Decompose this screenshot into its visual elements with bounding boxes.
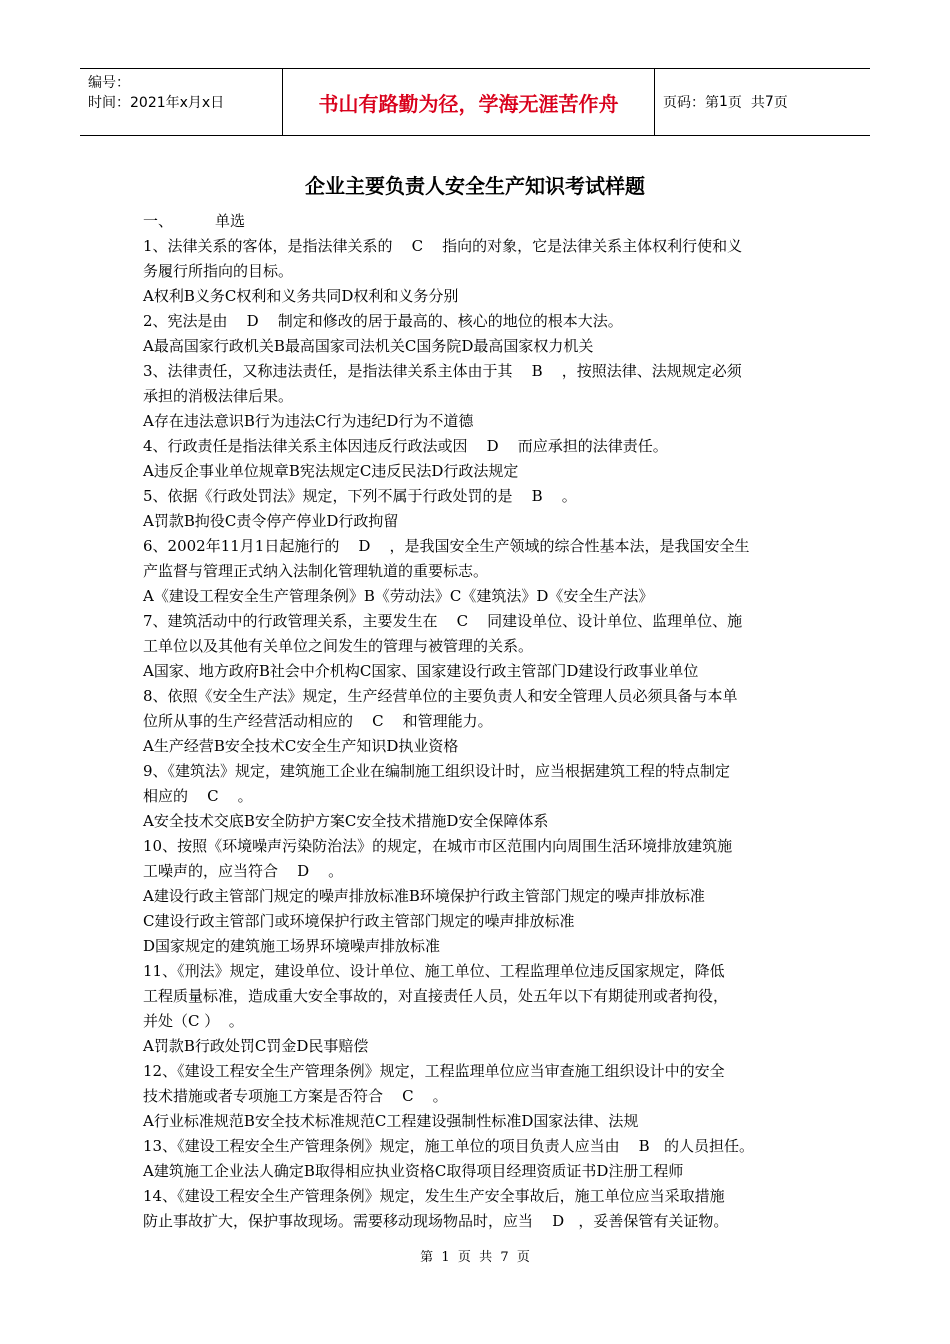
text-line: A罚款B行政处罚C罚金D民事赔偿 xyxy=(143,1037,369,1055)
text-line: 3、法律责任，又称违法责任，是指法律关系主体由于其 B ，按照法律、法规规定必须 xyxy=(143,362,742,380)
section-number: 一、 xyxy=(143,212,174,230)
text-line: A最高国家行政机关B最高国家司法机关C国务院D最高国家权力机关 xyxy=(143,337,594,355)
text-line: 8、依照《安全生产法》规定，生产经营单位的主要负责人和安全管理人员必须具备与本单 xyxy=(143,687,738,705)
text-line: 承担的消极法律后果。 xyxy=(143,387,294,405)
text-line: C建设行政主管部门或环境保护行政主管部门规定的噪声排放标准 xyxy=(143,912,575,930)
text-line: 5、依据《行政处罚法》规定，下列不属于行政处罚的是 B 。 xyxy=(143,487,577,505)
text-line: 工程质量标准，造成重大安全事故的，对直接责任人员，处五年以下有期徒刑或者拘役， xyxy=(143,987,729,1005)
section-heading xyxy=(143,209,811,234)
text-line: 工单位以及其他有关单位之间发生的管理与被管理的关系。 xyxy=(143,637,534,655)
text-line: 14、《建设工程安全生产管理条例》规定，发生生产安全事故后，施工单位应当采取措施 xyxy=(143,1187,725,1205)
page-prefix: 页码：第 xyxy=(663,95,719,111)
text-line: 11、《刑法》规定，建设单位、设计单位、施工单位、工程监理单位违反国家规定，降低 xyxy=(143,962,725,980)
text-line: A存在违法意识B行为违法C行为违纪D行为不道德 xyxy=(143,412,474,430)
page-total: 7 xyxy=(764,94,774,110)
text-line: 产监督与管理正式纳入法制化管理轨道的重要标志。 xyxy=(143,562,489,580)
text-line: A行业标准规范B安全技术标准规范C工程建设强制性标准D国家法律、法规 xyxy=(143,1112,639,1130)
text-line: 防止事故扩大，保护事故现场。需要移动现场物品时，应当 D ，妥善保管有关证物。 xyxy=(143,1212,729,1230)
text-line: 务履行所指向的目标。 xyxy=(143,262,294,280)
text-line: 工噪声的，应当符合 D 。 xyxy=(143,862,344,880)
time-label: 时间：2021年x月x日 xyxy=(88,95,225,111)
text-line: 6、2002年11月1日起施行的 D ，是我国安全生产领域的综合性基本法，是我国安全生 xyxy=(143,537,750,555)
document-body xyxy=(143,209,811,1234)
page-indicator xyxy=(655,69,870,135)
text-line: A权利B义务C权利和义务共同D权利和义务分别 xyxy=(143,287,459,305)
text-line: 位所从事的生产经营活动相应的 C 和管理能力。 xyxy=(143,712,493,730)
text-line: A《建设工程安全生产管理条例》B《劳动法》C《建筑法》D《安全生产法》 xyxy=(143,587,654,605)
motto: 书山有路勤为径，学海无涯苦作舟 xyxy=(282,69,655,135)
header-table xyxy=(80,68,870,136)
text-line: 12、《建设工程安全生产管理条例》规定，工程监理单位应当审查施工组织设计中的安全 xyxy=(143,1062,725,1080)
text-line: 4、行政责任是指法律关系主体因违反行政法或因 D 而应承担的法律责任。 xyxy=(143,437,668,455)
text-line: D国家规定的建筑施工场界环境噪声排放标准 xyxy=(143,937,441,955)
page-number: 1 xyxy=(719,94,728,110)
text-line: 7、建筑活动中的行政管理关系，主要发生在 C 同建设单位、设计单位、监理单位、施 xyxy=(143,612,743,630)
page-footer: 第 1 页 共 7 页 xyxy=(420,1250,530,1265)
question-list xyxy=(143,234,811,1234)
text-line: A建筑施工企业法人确定B取得相应执业资格C取得项目经理资质证书D注册工程师 xyxy=(143,1162,684,1180)
text-line: 相应的 C 。 xyxy=(143,787,253,805)
text-line: A安全技术交底B安全防护方案C安全技术措施D安全保障体系 xyxy=(143,812,549,830)
page-suffix: 页 xyxy=(773,95,788,111)
text-line: 2、宪法是由 D 制定和修改的居于最高的、核心的地位的根本大法。 xyxy=(143,312,623,330)
text-line: 技术措施或者专项施工方案是否符合 C 。 xyxy=(143,1087,448,1105)
text-line: A国家、地方政府B社会中介机构C国家、国家建设行政主管部门D建设行政事业单位 xyxy=(143,662,699,680)
page-mid: 页 共 xyxy=(727,95,765,111)
text-line: A违反企事业单位规章B宪法规定C违反民法D行政法规定 xyxy=(143,462,519,480)
text-line: 13、《建设工程安全生产管理条例》规定，施工单位的项目负责人应当由 B 的人员担任。 xyxy=(143,1137,754,1155)
text-line: 9、《建筑法》规定，建筑施工企业在编制施工组织设计时，应当根据建筑工程的特点制定 xyxy=(143,762,731,780)
section-label: 单选 xyxy=(215,212,246,230)
text-line: A建设行政主管部门规定的噪声排放标准B环境保护行政主管部门规定的噪声排放标准 xyxy=(143,887,705,905)
text-line: 10、按照《环境噪声污染防治法》的规定，在城市市区范围内向周围生活环境排放建筑施 xyxy=(143,837,733,855)
number-label: 编号： xyxy=(88,75,130,91)
text-line: A生产经营B安全技术C安全生产知识D执业资格 xyxy=(143,737,459,755)
document-title: 企业主要负责人安全生产知识考试样题 xyxy=(305,174,645,198)
text-line: 1、法律关系的客体，是指法律关系的 C 指向的对象，它是法律关系主体权利行使和义 xyxy=(143,237,743,255)
text-line: A罚款B拘役C责令停产停业D行政拘留 xyxy=(143,512,399,530)
header-meta xyxy=(80,69,282,135)
text-line: 并处（C ） 。 xyxy=(143,1012,244,1030)
